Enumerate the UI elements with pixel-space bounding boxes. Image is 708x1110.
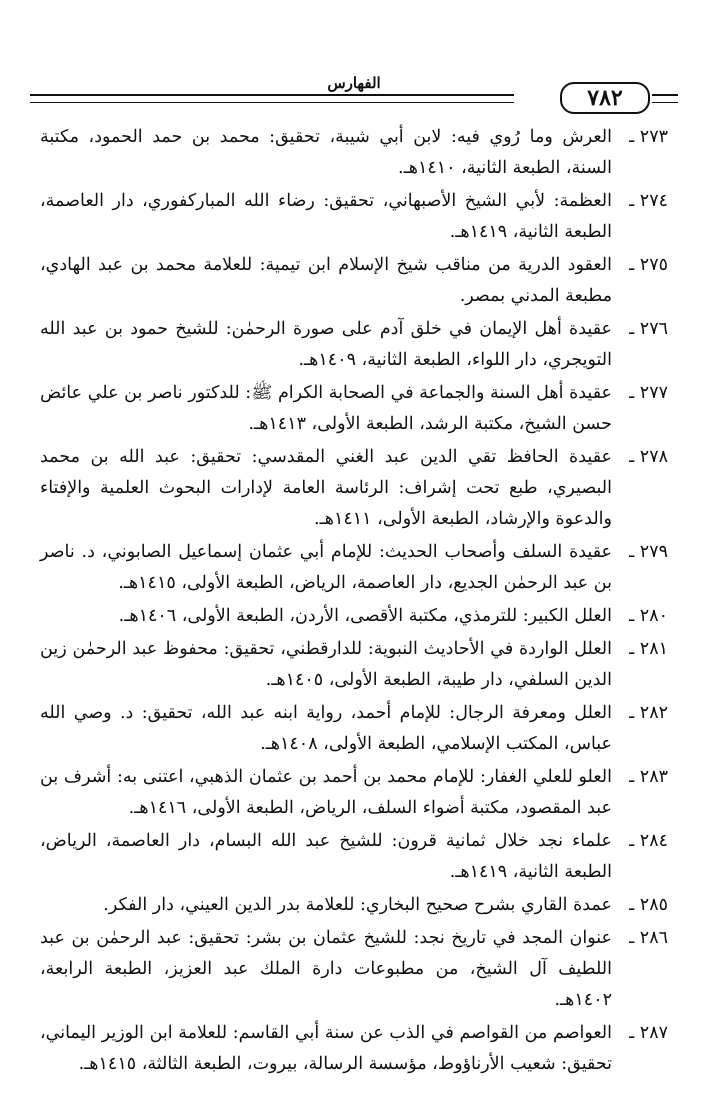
entry-text: علماء نجد خلال ثمانية قرون: للشيخ عبد الله البسام، دار العاصمة، الرياض، الطبعة الثانية، ١٤١٩هـ.: [40, 831, 612, 882]
entry-text: عقيدة السلف وأصحاب الحديث: للإمام أبي عثمان إسماعيل الصابوني، د. ناصر بن عبد الرحمٰن الجديع، دار العاصمة، الرياض، الطبعة الأولى، ١٤١٥هـ.: [40, 542, 612, 593]
list-item: [40, 537, 668, 599]
entry-text: العواصم من القواصم في الذب عن سنة أبي القاسم: للعلامة ابن الوزير اليماني، تحقيق: شعيب الأرناؤوط، مؤسسة الرسالة، بيروت، الطبعة الثالثة، ١٤١٥هـ.: [40, 1023, 612, 1074]
entry-text: العقود الدرية من مناقب شيخ الإسلام ابن تيمية: للعلامة محمد بن عبد الهادي، مطبعة المدني بمصر.: [40, 255, 612, 306]
entry-number: ٢٧٦ ـ: [629, 319, 668, 339]
entry-text: عنوان المجد في تاريخ نجد: للشيخ عثمان بن بشر: تحقيق: عبد الرحمٰن بن عبد اللطيف آل الشيخ، من مطبوعات دارة الملك عبد العزيز، الطبعة الرابعة، ١٤٠٢هـ.: [40, 928, 612, 1010]
entry-number: ٢٨١ ـ: [629, 639, 668, 659]
entry-text: العظمة: لأبي الشيخ الأصبهاني، تحقيق: رضاء الله المباركفوري، دار العاصمة، الطبعة الثانية، ١٤١٩هـ.: [40, 191, 612, 242]
list-item: [40, 890, 668, 921]
entry-text: العلو للعلي الغفار: للإمام محمد بن أحمد بن عثمان الذهبي، اعتنى به: أشرف بن عبد المقصود، مكتبة أضواء السلف، الرياض، الطبعة الأولى، ١٤١٦هـ.: [40, 767, 612, 818]
entry-number: ٢٨٣ ـ: [629, 767, 668, 787]
list-item: [40, 762, 668, 824]
entry-number: ٢٧٧ ـ: [629, 383, 668, 403]
list-item: [40, 250, 668, 312]
header-rule-right: [652, 94, 678, 103]
entry-number: ٢٧٩ ـ: [629, 542, 668, 562]
header-rule: [42, 94, 514, 103]
entry-number: ٢٨٦ ـ: [629, 928, 668, 948]
list-item: [40, 634, 668, 696]
entry-number: ٢٧٤ ـ: [629, 191, 668, 211]
entry-text: عقيدة أهل السنة والجماعة في الصحابة الكرام ﷺ: للدكتور ناصر بن علي عائض حسن الشيخ، مكتبة الرشد، الطبعة الأولى، ١٤١٣هـ.: [40, 383, 612, 434]
entry-text: عقيدة الحافظ تقي الدين عبد الغني المقدسي: تحقيق: عبد الله بن محمد البصيري، طبع تحت إشراف: الرئاسة العامة لإدارات البحوث العلمية والإفتاء والدعوة والإرشاد، الطبعة الأولى، ١٤١١هـ.: [40, 447, 612, 529]
entry-text: العلل الواردة في الأحاديث النبوية: للدارقطني، تحقيق: محفوظ عبد الرحمٰن زين الدين السلفي، دار طيبة، الطبعة الأولى، ١٤٠٥هـ.: [40, 639, 612, 690]
entry-text: العلل الكبير: للترمذي، مكتبة الأقصى، الأردن، الطبعة الأولى، ١٤٠٦هـ.: [118, 606, 612, 626]
list-item: [40, 442, 668, 535]
bibliography-list: [40, 122, 668, 1082]
entry-text: عقيدة أهل الإيمان في خلق آدم على صورة الرحمٰن: للشيخ حمود بن عبد الله التويجري، دار اللواء، الطبعة الثانية، ١٤٠٩هـ.: [40, 319, 612, 370]
entry-number: ٢٨٤ ـ: [629, 831, 668, 851]
entry-number: ٢٧٨ ـ: [629, 447, 668, 467]
list-item: [40, 378, 668, 440]
entry-number: ٢٨٠ ـ: [629, 606, 668, 626]
page-number: ٧٨٢: [560, 82, 650, 114]
entry-number: ٢٧٣ ـ: [629, 127, 668, 147]
page-header: [30, 70, 678, 116]
entry-number: ٢٨٢ ـ: [629, 703, 668, 723]
entry-number: ٢٨٧ ـ: [629, 1023, 668, 1043]
list-item: [40, 923, 668, 1016]
list-item: [40, 601, 668, 632]
entry-text: العرش وما رُوي فيه: لابن أبي شيبة، تحقيق: محمد بن حمد الحمود، مكتبة السنة، الطبعة الثانية، ١٤١٠هـ.: [40, 127, 612, 178]
list-item: [40, 826, 668, 888]
list-item: [40, 314, 668, 376]
list-item: [40, 698, 668, 760]
entry-number: ٢٧٥ ـ: [629, 255, 668, 275]
entry-text: عمدة القاري بشرح صحيح البخاري: للعلامة بدر الدين العيني، دار الفكر.: [103, 895, 612, 915]
list-item: [40, 186, 668, 248]
entry-text: العلل ومعرفة الرجال: للإمام أحمد، رواية ابنه عبد الله، تحقيق: د. وصي الله عباس، المكتب الإسلامي، الطبعة الأولى، ١٤٠٨هـ.: [40, 703, 612, 754]
page-title: الفهارس: [327, 74, 381, 92]
list-item: [40, 122, 668, 184]
list-item: [40, 1018, 668, 1080]
entry-number: ٢٨٥ ـ: [629, 895, 668, 915]
